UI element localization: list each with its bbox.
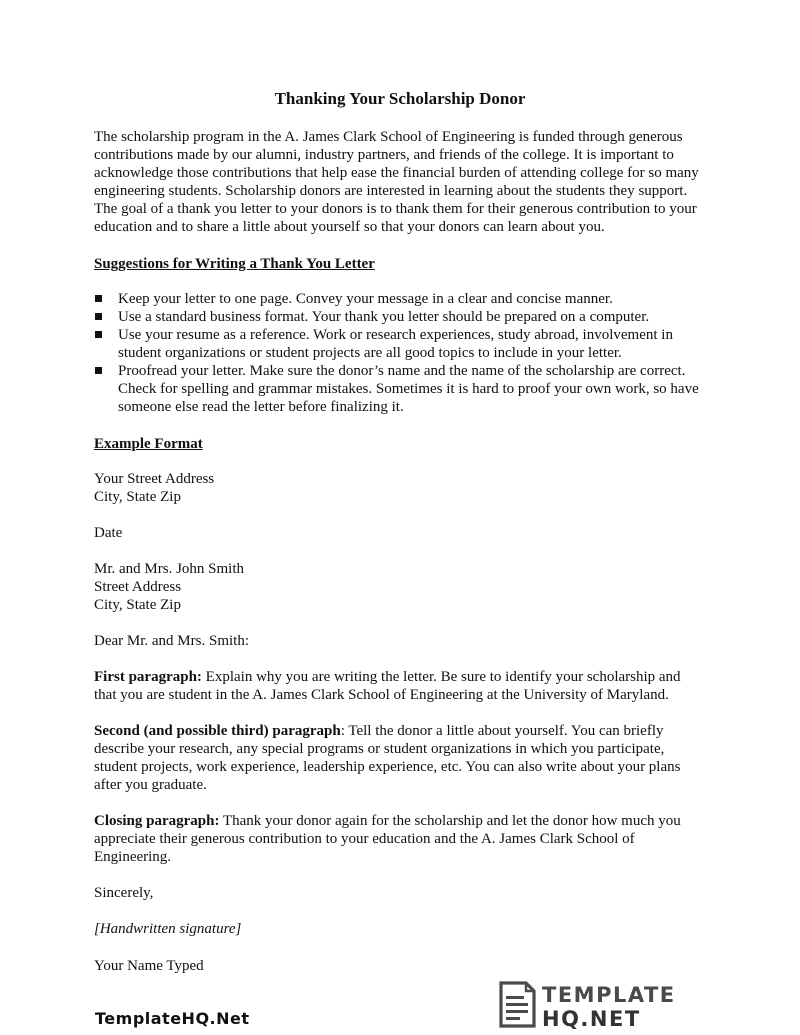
recipient-address-line: Mr. and Mrs. John Smith xyxy=(94,561,245,577)
first-paragraph-label: First paragraph: xyxy=(94,669,202,685)
second-paragraph-text: : Tell the donor a little about yourself. You can briefly xyxy=(340,723,664,739)
document-title: Thanking Your Scholarship Donor xyxy=(274,89,526,108)
intro-line: The scholarship program in the A. James Clark School of Engineering is funded through generous xyxy=(94,129,683,145)
document-icon xyxy=(501,983,534,1026)
suggestion-line: Use a standard business format. Your thank you letter should be prepared on a computer. xyxy=(118,309,650,325)
recipient-address xyxy=(94,560,244,614)
second-paragraph-text: student projects, work experience, leadership experience, etc. You can also write about your plans xyxy=(94,759,681,775)
intro-line: The goal of a thank you letter to your donors is to thank them for their generous contribution to your xyxy=(94,201,697,217)
suggestion-line: Keep your letter to one page. Convey your message in a clear and concise manner. xyxy=(118,291,613,307)
suggestion-line: student organizations or student projects are all good topics to include in your letter. xyxy=(118,345,622,361)
suggestion-line: Proofread your letter. Make sure the donor’s name and the name of the scholarship are correct. xyxy=(118,363,686,379)
suggestion-line: someone else read the letter before finalizing it. xyxy=(118,399,404,415)
suggestion-item xyxy=(94,326,699,362)
recipient-address-line: Street Address xyxy=(94,579,182,595)
first-paragraph xyxy=(94,668,681,704)
square-bullet-icon xyxy=(95,295,102,302)
suggestion-item xyxy=(94,308,699,326)
sender-address xyxy=(94,470,214,506)
closing-sincerely: Sincerely, xyxy=(94,885,154,901)
closing-paragraph-text: Engineering. xyxy=(94,849,172,865)
example-format-heading: Example Format xyxy=(94,436,203,452)
intro-line: education and to share a little about yourself so that your donors can learn about you. xyxy=(94,219,605,235)
intro-line: engineering students. Scholarship donors are interested in learning about the students they support. xyxy=(94,183,688,199)
first-paragraph-text: that you are student in the A. James Clark School of Engineering at the University of Maryland. xyxy=(94,687,669,703)
first-paragraph-text: Explain why you are writing the letter. Be sure to identify your scholarship and xyxy=(201,669,681,685)
suggestion-item xyxy=(94,362,699,416)
site-credit: TemplateHQ.Net xyxy=(95,1009,250,1028)
square-bullet-icon xyxy=(95,367,102,374)
square-bullet-icon xyxy=(95,313,102,320)
second-paragraph-text: after you graduate. xyxy=(94,777,207,793)
intro-line: acknowledge those contributions that help ease the financial burden of attending college for so many xyxy=(94,165,699,181)
salutation: Dear Mr. and Mrs. Smith: xyxy=(94,633,249,649)
closing-paragraph-label: Closing paragraph: xyxy=(94,813,220,829)
square-bullet-icon xyxy=(95,331,102,338)
sender-address-line: City, State Zip xyxy=(94,489,181,505)
recipient-address-line: City, State Zip xyxy=(94,597,181,613)
closing-paragraph-text: Thank your donor again for the scholarship and let the donor how much you xyxy=(219,813,681,829)
typed-name: Your Name Typed xyxy=(94,958,204,974)
suggestion-line: Use your resume as a reference. Work or research experiences, study abroad, involvement in xyxy=(118,327,673,343)
closing-paragraph xyxy=(94,812,681,866)
signature-placeholder: [Handwritten signature] xyxy=(94,921,242,937)
sender-address-line: Your Street Address xyxy=(94,471,215,487)
second-paragraph xyxy=(94,722,680,794)
date-line: Date xyxy=(94,525,123,541)
logo-text-top: TEMPLATE xyxy=(542,983,676,1007)
closing-paragraph-text: appreciate their generous contribution to your education and the A. James Clark School of xyxy=(94,831,635,847)
templatehq-logo xyxy=(498,980,688,1030)
suggestions-heading: Suggestions for Writing a Thank You Letter xyxy=(94,256,375,272)
second-paragraph-label: Second (and possible third) paragraph xyxy=(94,723,341,739)
suggestions-list xyxy=(94,290,699,416)
suggestion-item xyxy=(94,290,699,308)
second-paragraph-text: describe your research, any special programs or student organizations in which you participate, xyxy=(94,741,665,757)
suggestion-line: Check for spelling and grammar mistakes. Sometimes it is hard to proof your own work, so have xyxy=(118,381,699,397)
intro-line: contributions made by our alumni, industry partners, and friends of the college. It is important to xyxy=(94,147,674,163)
intro-paragraph xyxy=(94,128,699,236)
logo-text-bottom: HQ.NET xyxy=(542,1007,641,1030)
